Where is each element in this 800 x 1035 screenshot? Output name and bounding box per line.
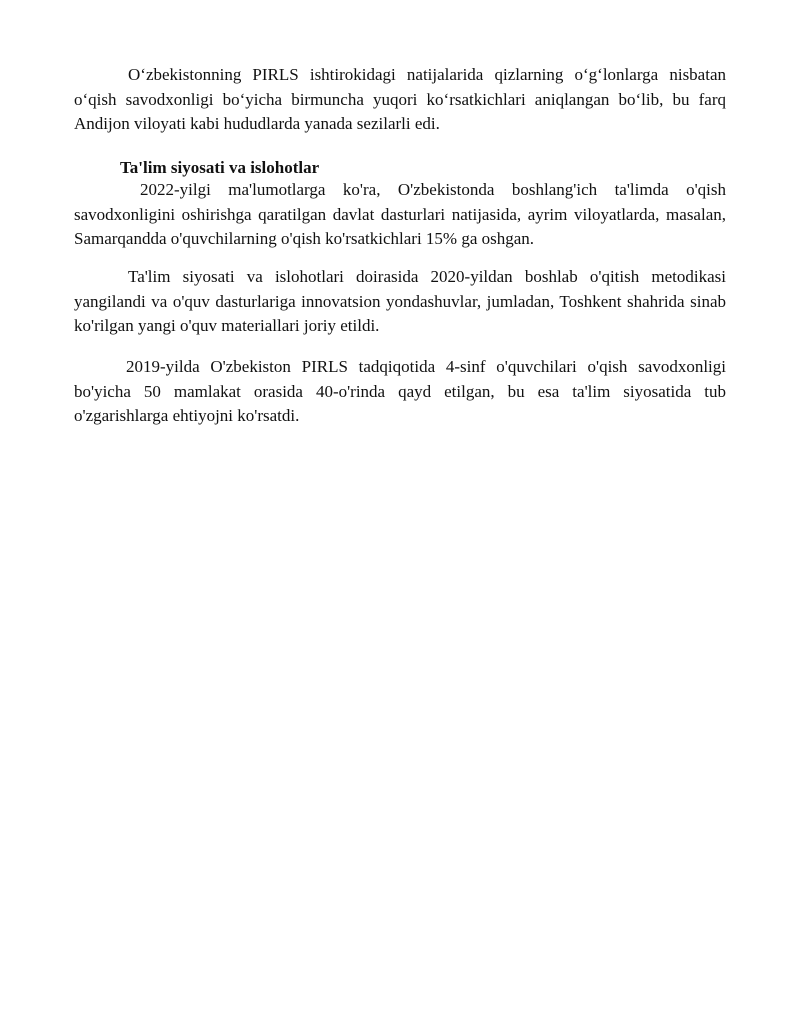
section-heading-education-policy: Ta'lim siyosati va islohotlar: [120, 158, 320, 177]
paragraph-pirls-gender-results: O‘zbekistonning PIRLS ishtirokidagi natijalarida qizlarning o‘g‘lonlarga nisbatan o‘qish savodxonligi bo‘yicha birmuncha yuqori ko‘rsatkichlari aniqlangan bo‘lib, bu farq Andijon viloyati kabi hududlarda yanada sezilarli edi.: [74, 65, 726, 133]
paragraph-2022-data: 2022-yilgi ma'lumotlarga ko'ra, O'zbekistonda boshlang'ich ta'limda o'qish savodxonligini oshirishga qaratilgan davlat dasturlari natijasida, ayrim viloyatlarda, masalan, Samarqandda o'quvchilarning o'qish ko'rsatkichlari 15% ga oshgan.: [74, 180, 726, 248]
paragraph-2020-reforms: Ta'lim siyosati va islohotlari doirasida 2020-yildan boshlab o'qitish metodikasi yangilandi va o'quv dasturlariga innovatsion yondashuvlar, jumladan, Toshkent shahrida sinab ko'rilgan yangi o'quv materiallari joriy etildi.: [74, 267, 726, 335]
paragraph-2019-pirls-ranking: 2019-yilda O'zbekiston PIRLS tadqiqotida 4-sinf o'quvchilari o'qish savodxonligi bo'yicha 50 mamlakat orasida 40-o'rinda qayd etilgan, bu esa ta'lim siyosatida tub o'zgarishlarga ehtiyojni ko'rsatdi.: [74, 357, 726, 425]
